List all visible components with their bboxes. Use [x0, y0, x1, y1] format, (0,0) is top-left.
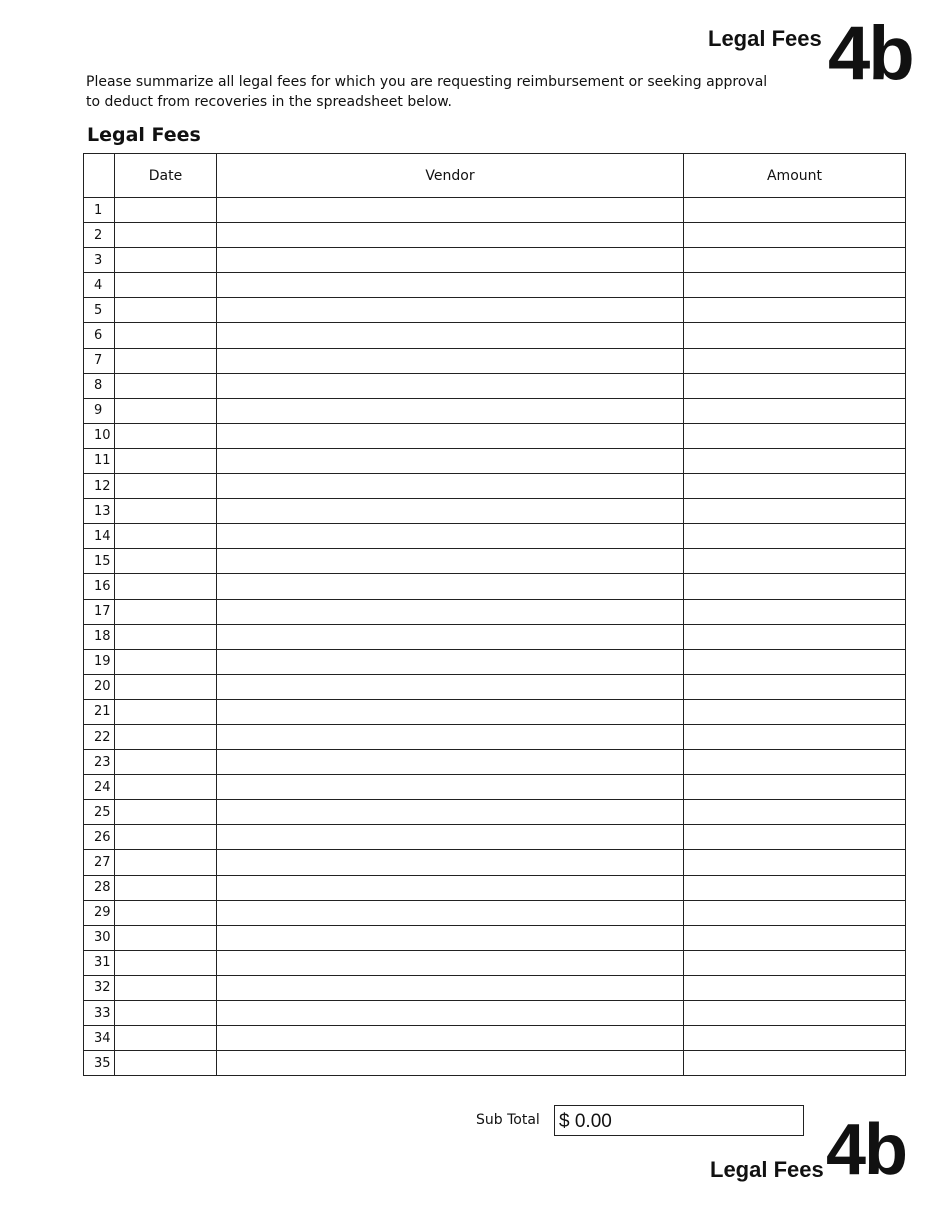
row-number: 9: [84, 398, 115, 423]
row-number: 27: [84, 850, 115, 875]
amount-cell[interactable]: [684, 323, 906, 348]
date-cell[interactable]: [115, 348, 217, 373]
amount-cell[interactable]: [684, 273, 906, 298]
subtotal-field[interactable]: $ 0.00: [554, 1105, 804, 1136]
amount-cell[interactable]: [684, 549, 906, 574]
table-row: [84, 1026, 906, 1051]
table-row: [84, 223, 906, 248]
date-cell[interactable]: [115, 373, 217, 398]
table-row: [84, 373, 906, 398]
table-row: [84, 775, 906, 800]
table-row: [84, 524, 906, 549]
row-number: 3: [84, 248, 115, 273]
row-number: 8: [84, 373, 115, 398]
vendor-cell[interactable]: [217, 1026, 684, 1051]
amount-cell[interactable]: [684, 900, 906, 925]
table-row: [84, 674, 906, 699]
amount-cell[interactable]: [684, 348, 906, 373]
amount-cell[interactable]: [684, 448, 906, 473]
date-cell[interactable]: [115, 298, 217, 323]
header-title: Legal Fees: [708, 26, 822, 51]
vendor-cell[interactable]: [217, 474, 684, 499]
vendor-cell[interactable]: [217, 724, 684, 749]
row-number: 10: [84, 423, 115, 448]
amount-cell[interactable]: [684, 800, 906, 825]
amount-cell[interactable]: [684, 499, 906, 524]
vendor-cell[interactable]: [217, 925, 684, 950]
date-cell[interactable]: [115, 423, 217, 448]
instructions-line-1: Please summarize all legal fees for which you are requesting reimbursement or seeking approval: [86, 74, 768, 90]
row-number: 14: [84, 524, 115, 549]
amount-cell[interactable]: [684, 775, 906, 800]
row-number: 21: [84, 699, 115, 724]
row-number: 35: [84, 1051, 115, 1076]
row-number: 4: [84, 273, 115, 298]
row-number: 31: [84, 950, 115, 975]
table-row: [84, 800, 906, 825]
date-cell[interactable]: [115, 524, 217, 549]
table-row: [84, 348, 906, 373]
table-row: [84, 198, 906, 223]
column-header-row-number: [84, 154, 115, 198]
date-cell[interactable]: [115, 925, 217, 950]
row-number: 32: [84, 975, 115, 1000]
amount-cell[interactable]: [684, 1001, 906, 1026]
date-cell[interactable]: [115, 800, 217, 825]
date-cell[interactable]: [115, 699, 217, 724]
vendor-cell[interactable]: [217, 950, 684, 975]
date-cell[interactable]: [115, 574, 217, 599]
vendor-cell[interactable]: [217, 674, 684, 699]
row-number: 5: [84, 298, 115, 323]
footer-form-code: 4b: [826, 1110, 907, 1190]
table-row: [84, 1051, 906, 1076]
vendor-cell[interactable]: [217, 223, 684, 248]
amount-cell[interactable]: [684, 198, 906, 223]
footer-title: Legal Fees: [710, 1157, 824, 1182]
vendor-cell[interactable]: [217, 1051, 684, 1076]
vendor-cell[interactable]: [217, 649, 684, 674]
amount-cell[interactable]: [684, 674, 906, 699]
date-cell[interactable]: [115, 499, 217, 524]
row-number: 26: [84, 825, 115, 850]
vendor-cell[interactable]: [217, 549, 684, 574]
table-row: [84, 398, 906, 423]
table-row: [84, 750, 906, 775]
row-number: 33: [84, 1001, 115, 1026]
table-row: [84, 975, 906, 1000]
amount-cell[interactable]: [684, 223, 906, 248]
amount-cell[interactable]: [684, 298, 906, 323]
amount-cell[interactable]: [684, 750, 906, 775]
column-header-amount: Amount: [684, 154, 906, 198]
amount-cell[interactable]: [684, 599, 906, 624]
table-row: [84, 323, 906, 348]
row-number: 29: [84, 900, 115, 925]
date-cell[interactable]: [115, 975, 217, 1000]
vendor-cell[interactable]: [217, 423, 684, 448]
amount-cell[interactable]: [684, 574, 906, 599]
table-row: [84, 900, 906, 925]
vendor-cell[interactable]: [217, 850, 684, 875]
date-cell[interactable]: [115, 775, 217, 800]
date-cell[interactable]: [115, 323, 217, 348]
date-cell[interactable]: [115, 825, 217, 850]
table-row: [84, 499, 906, 524]
date-cell[interactable]: [115, 750, 217, 775]
row-number: 2: [84, 223, 115, 248]
row-number: 20: [84, 674, 115, 699]
vendor-cell[interactable]: [217, 524, 684, 549]
row-number: 16: [84, 574, 115, 599]
amount-cell[interactable]: [684, 1026, 906, 1051]
vendor-cell[interactable]: [217, 699, 684, 724]
table-row: [84, 875, 906, 900]
vendor-cell[interactable]: [217, 273, 684, 298]
table-row: [84, 248, 906, 273]
vendor-cell[interactable]: [217, 348, 684, 373]
amount-cell[interactable]: [684, 875, 906, 900]
row-number: 30: [84, 925, 115, 950]
date-cell[interactable]: [115, 273, 217, 298]
vendor-cell[interactable]: [217, 298, 684, 323]
vendor-cell[interactable]: [217, 373, 684, 398]
date-cell[interactable]: [115, 1051, 217, 1076]
amount-cell[interactable]: [684, 248, 906, 273]
column-header-date: Date: [115, 154, 217, 198]
row-number: 7: [84, 348, 115, 373]
vendor-cell[interactable]: [217, 875, 684, 900]
row-number: 23: [84, 750, 115, 775]
date-cell[interactable]: [115, 1001, 217, 1026]
table-row: [84, 298, 906, 323]
header-form-code: 4b: [828, 11, 913, 96]
vendor-cell[interactable]: [217, 248, 684, 273]
section-title: Legal Fees: [87, 124, 201, 146]
row-number: 34: [84, 1026, 115, 1051]
subtotal-label: Sub Total: [476, 1112, 540, 1128]
date-cell[interactable]: [115, 649, 217, 674]
row-number: 1: [84, 198, 115, 223]
date-cell[interactable]: [115, 599, 217, 624]
date-cell[interactable]: [115, 398, 217, 423]
table-row: [84, 699, 906, 724]
row-number: 13: [84, 499, 115, 524]
row-number: 28: [84, 875, 115, 900]
amount-cell[interactable]: [684, 524, 906, 549]
amount-cell[interactable]: [684, 474, 906, 499]
vendor-cell[interactable]: [217, 750, 684, 775]
amount-cell[interactable]: [684, 1051, 906, 1076]
table-row: [84, 599, 906, 624]
amount-cell[interactable]: [684, 423, 906, 448]
vendor-cell[interactable]: [217, 900, 684, 925]
date-cell[interactable]: [115, 875, 217, 900]
vendor-cell[interactable]: [217, 574, 684, 599]
amount-cell[interactable]: [684, 950, 906, 975]
amount-cell[interactable]: [684, 649, 906, 674]
table-row: [84, 448, 906, 473]
date-cell[interactable]: [115, 549, 217, 574]
instructions-line-2: to deduct from recoveries in the spreadsheet below.: [86, 94, 452, 110]
amount-cell[interactable]: [684, 724, 906, 749]
amount-cell[interactable]: [684, 825, 906, 850]
vendor-cell[interactable]: [217, 800, 684, 825]
table-header-row: [84, 154, 906, 198]
vendor-cell[interactable]: [217, 975, 684, 1000]
amount-cell[interactable]: [684, 975, 906, 1000]
table-row: [84, 925, 906, 950]
table-row: [84, 423, 906, 448]
table-row: [84, 624, 906, 649]
row-number: 11: [84, 448, 115, 473]
vendor-cell[interactable]: [217, 599, 684, 624]
table-row: [84, 273, 906, 298]
instructions: [86, 72, 776, 112]
table-row: [84, 474, 906, 499]
table-row: [84, 574, 906, 599]
date-cell[interactable]: [115, 448, 217, 473]
row-number: 18: [84, 624, 115, 649]
table-row: [84, 825, 906, 850]
vendor-cell[interactable]: [217, 448, 684, 473]
table-row: [84, 950, 906, 975]
date-cell[interactable]: [115, 900, 217, 925]
legal-fees-table: [83, 153, 906, 1076]
vendor-cell[interactable]: [217, 323, 684, 348]
date-cell[interactable]: [115, 474, 217, 499]
vendor-cell[interactable]: [217, 198, 684, 223]
amount-cell[interactable]: [684, 624, 906, 649]
row-number: 24: [84, 775, 115, 800]
amount-cell[interactable]: [684, 373, 906, 398]
row-number: 15: [84, 549, 115, 574]
date-cell[interactable]: [115, 223, 217, 248]
table-row: [84, 1001, 906, 1026]
amount-cell[interactable]: [684, 925, 906, 950]
row-number: 12: [84, 474, 115, 499]
date-cell[interactable]: [115, 950, 217, 975]
table-row: [84, 649, 906, 674]
table-row: [84, 549, 906, 574]
date-cell[interactable]: [115, 674, 217, 699]
row-number: 25: [84, 800, 115, 825]
date-cell[interactable]: [115, 248, 217, 273]
vendor-cell[interactable]: [217, 398, 684, 423]
row-number: 19: [84, 649, 115, 674]
vendor-cell[interactable]: [217, 624, 684, 649]
amount-cell[interactable]: [684, 699, 906, 724]
table-row: [84, 724, 906, 749]
column-header-vendor: Vendor: [217, 154, 684, 198]
amount-cell[interactable]: [684, 398, 906, 423]
amount-cell[interactable]: [684, 850, 906, 875]
vendor-cell[interactable]: [217, 499, 684, 524]
table-row: [84, 850, 906, 875]
date-cell[interactable]: [115, 850, 217, 875]
date-cell[interactable]: [115, 724, 217, 749]
vendor-cell[interactable]: [217, 825, 684, 850]
row-number: 17: [84, 599, 115, 624]
vendor-cell[interactable]: [217, 775, 684, 800]
date-cell[interactable]: [115, 624, 217, 649]
date-cell[interactable]: [115, 1026, 217, 1051]
date-cell[interactable]: [115, 198, 217, 223]
row-number: 6: [84, 323, 115, 348]
row-number: 22: [84, 724, 115, 749]
vendor-cell[interactable]: [217, 1001, 684, 1026]
